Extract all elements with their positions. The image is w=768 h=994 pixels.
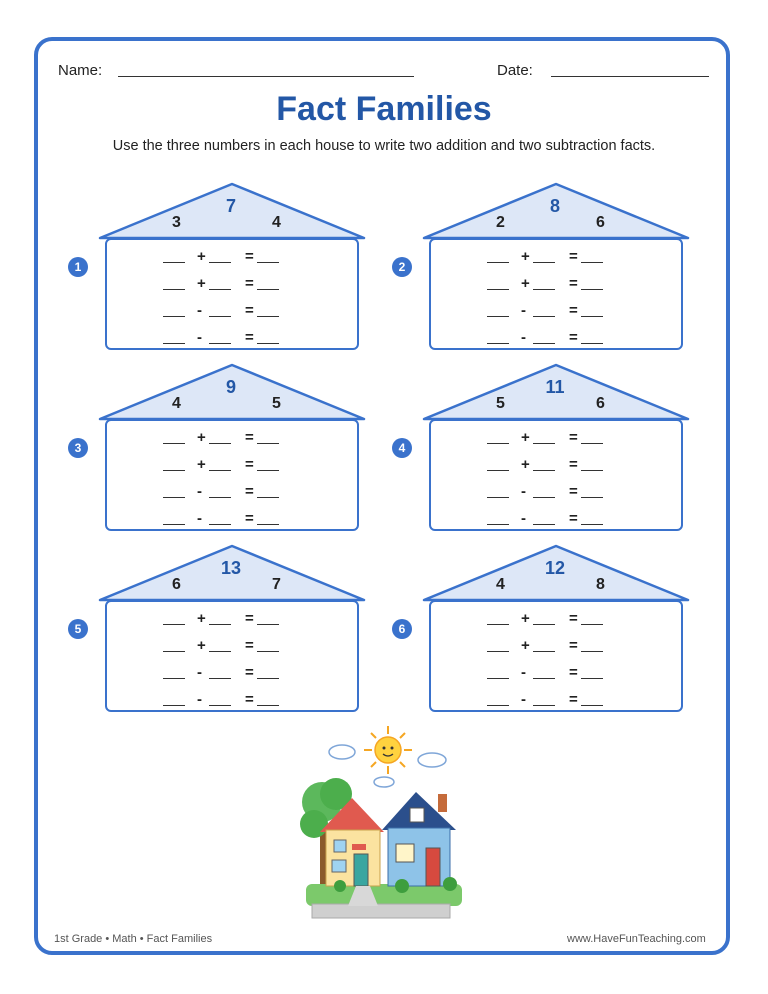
fact-row — [107, 275, 361, 295]
name-field[interactable] — [118, 76, 414, 77]
operator: + — [521, 275, 530, 292]
fact-box — [429, 238, 683, 350]
house-1 — [96, 182, 396, 354]
house-2 — [420, 182, 720, 354]
answer-blank[interactable] — [163, 651, 185, 652]
answer-blank[interactable] — [163, 705, 185, 706]
answer-blank[interactable] — [487, 443, 509, 444]
answer-blank[interactable] — [533, 443, 555, 444]
fact-row — [431, 637, 685, 657]
answer-blank[interactable] — [487, 289, 509, 290]
page-title: Fact Families — [276, 90, 492, 128]
fact-row — [107, 329, 361, 349]
fact-box — [105, 238, 359, 350]
sum-number: 8 — [549, 196, 560, 216]
fact-row — [107, 637, 361, 657]
answer-blank[interactable] — [257, 470, 279, 471]
answer-blank[interactable] — [209, 678, 231, 679]
addend-left: 6 — [172, 576, 181, 593]
footer-website: www.HaveFunTeaching.com — [567, 933, 706, 945]
fact-row — [431, 429, 685, 449]
equals-sign: = — [569, 302, 578, 319]
answer-blank[interactable] — [163, 289, 185, 290]
answer-blank[interactable] — [163, 262, 185, 263]
operator: - — [197, 483, 202, 500]
answer-blank[interactable] — [533, 705, 555, 706]
equals-sign: = — [569, 275, 578, 292]
answer-blank[interactable] — [533, 289, 555, 290]
date-field[interactable] — [551, 76, 709, 77]
problem-number-badge: 6 — [392, 619, 412, 639]
fact-row — [431, 483, 685, 503]
equals-sign: = — [245, 691, 254, 708]
addend-right: 5 — [272, 395, 281, 412]
answer-blank[interactable] — [209, 289, 231, 290]
problem-number-badge: 1 — [68, 257, 88, 277]
fact-row — [107, 510, 361, 530]
answer-blank[interactable] — [487, 262, 509, 263]
fact-row — [107, 248, 361, 268]
fact-row — [107, 456, 361, 476]
answer-blank[interactable] — [487, 678, 509, 679]
equals-sign: = — [569, 248, 578, 265]
equals-sign: = — [245, 275, 254, 292]
fact-box — [105, 600, 359, 712]
answer-blank[interactable] — [163, 443, 185, 444]
fact-box — [105, 419, 359, 531]
answer-blank[interactable] — [533, 497, 555, 498]
equals-sign: = — [245, 429, 254, 446]
fact-row — [107, 483, 361, 503]
answer-blank[interactable] — [209, 470, 231, 471]
addend-left: 2 — [496, 214, 505, 231]
operator: + — [521, 456, 530, 473]
problem-number-badge: 2 — [392, 257, 412, 277]
answer-blank[interactable] — [581, 651, 603, 652]
answer-blank[interactable] — [257, 343, 279, 344]
equals-sign: = — [569, 637, 578, 654]
answer-blank[interactable] — [581, 497, 603, 498]
answer-blank[interactable] — [209, 651, 231, 652]
answer-blank[interactable] — [533, 678, 555, 679]
operator: - — [197, 302, 202, 319]
answer-blank[interactable] — [209, 624, 231, 625]
answer-blank[interactable] — [581, 624, 603, 625]
equals-sign: = — [245, 302, 254, 319]
fact-row — [431, 664, 685, 684]
answer-blank[interactable] — [257, 316, 279, 317]
problem-number-badge: 4 — [392, 438, 412, 458]
equals-sign: = — [245, 483, 254, 500]
answer-blank[interactable] — [581, 524, 603, 525]
answer-blank[interactable] — [209, 316, 231, 317]
fact-row — [107, 302, 361, 322]
addend-right: 6 — [596, 214, 605, 231]
answer-blank[interactable] — [257, 443, 279, 444]
answer-blank[interactable] — [487, 705, 509, 706]
answer-blank[interactable] — [581, 262, 603, 263]
answer-blank[interactable] — [581, 678, 603, 679]
answer-blank[interactable] — [533, 262, 555, 263]
answer-blank[interactable] — [163, 316, 185, 317]
answer-blank[interactable] — [533, 470, 555, 471]
fact-box — [429, 419, 683, 531]
addend-right: 4 — [272, 214, 281, 231]
operator: + — [197, 275, 206, 292]
operator: + — [197, 429, 206, 446]
fact-row — [431, 248, 685, 268]
sum-number: 11 — [545, 377, 565, 397]
problem-number-badge: 5 — [68, 619, 88, 639]
operator: - — [521, 329, 526, 346]
answer-blank[interactable] — [533, 651, 555, 652]
fact-row — [107, 610, 361, 630]
answer-blank[interactable] — [487, 524, 509, 525]
date-label: Date: — [497, 62, 533, 79]
answer-blank[interactable] — [487, 343, 509, 344]
operator: + — [197, 248, 206, 265]
answer-blank[interactable] — [163, 524, 185, 525]
answer-blank[interactable] — [257, 624, 279, 625]
equals-sign: = — [245, 510, 254, 527]
house-illustration — [300, 724, 468, 922]
addend-left: 4 — [172, 395, 181, 412]
answer-blank[interactable] — [487, 651, 509, 652]
operator: - — [521, 302, 526, 319]
answer-blank[interactable] — [581, 443, 603, 444]
equals-sign: = — [245, 456, 254, 473]
fact-row — [431, 610, 685, 630]
answer-blank[interactable] — [533, 343, 555, 344]
fact-row — [431, 302, 685, 322]
operator: - — [521, 483, 526, 500]
footer-subject: 1st Grade • Math • Fact Families — [54, 933, 213, 945]
fact-row — [431, 275, 685, 295]
answer-blank[interactable] — [209, 705, 231, 706]
fact-row — [107, 664, 361, 684]
answer-blank[interactable] — [533, 316, 555, 317]
addend-right: 8 — [596, 576, 605, 593]
answer-blank[interactable] — [163, 497, 185, 498]
equals-sign: = — [245, 329, 254, 346]
answer-blank[interactable] — [257, 262, 279, 263]
answer-blank[interactable] — [257, 497, 279, 498]
house-3 — [96, 363, 396, 535]
answer-blank[interactable] — [163, 624, 185, 625]
answer-blank[interactable] — [581, 705, 603, 706]
addend-left: 4 — [496, 576, 505, 593]
fact-row — [431, 329, 685, 349]
fact-row — [431, 456, 685, 476]
house-4 — [420, 363, 720, 535]
answer-blank[interactable] — [257, 524, 279, 525]
fact-row — [431, 691, 685, 711]
fact-box — [429, 600, 683, 712]
sum-number: 7 — [225, 196, 236, 216]
sum-number: 12 — [544, 558, 566, 578]
answer-blank[interactable] — [533, 624, 555, 625]
instructions: Use the three numbers in each house to write two addition and two subtraction facts. — [112, 138, 656, 154]
operator: + — [197, 456, 206, 473]
answer-blank[interactable] — [257, 705, 279, 706]
operator: - — [521, 691, 526, 708]
addend-left: 3 — [172, 214, 181, 231]
answer-blank[interactable] — [209, 497, 231, 498]
answer-blank[interactable] — [257, 289, 279, 290]
operator: + — [521, 610, 530, 627]
answer-blank[interactable] — [209, 343, 231, 344]
equals-sign: = — [569, 691, 578, 708]
fact-row — [431, 510, 685, 530]
equals-sign: = — [245, 248, 254, 265]
operator: - — [197, 329, 202, 346]
operator: + — [521, 248, 530, 265]
addend-right: 6 — [596, 395, 605, 412]
addend-right: 7 — [272, 576, 281, 593]
answer-blank[interactable] — [581, 316, 603, 317]
operator: + — [197, 610, 206, 627]
answer-blank[interactable] — [209, 262, 231, 263]
sum-number: 13 — [220, 558, 242, 578]
operator: + — [197, 637, 206, 654]
answer-blank[interactable] — [487, 497, 509, 498]
answer-blank[interactable] — [487, 316, 509, 317]
operator: - — [521, 510, 526, 527]
answer-blank[interactable] — [209, 443, 231, 444]
equals-sign: = — [569, 483, 578, 500]
problem-number-badge: 3 — [68, 438, 88, 458]
answer-blank[interactable] — [487, 470, 509, 471]
answer-blank[interactable] — [581, 343, 603, 344]
operator: + — [521, 637, 530, 654]
answer-blank[interactable] — [209, 524, 231, 525]
operator: - — [197, 510, 202, 527]
fact-row — [107, 429, 361, 449]
answer-blank[interactable] — [257, 678, 279, 679]
answer-blank[interactable] — [163, 678, 185, 679]
house-6 — [420, 544, 720, 716]
answer-blank[interactable] — [257, 651, 279, 652]
answer-blank[interactable] — [533, 524, 555, 525]
answer-blank[interactable] — [163, 470, 185, 471]
operator: - — [521, 664, 526, 681]
name-label: Name: — [58, 62, 103, 79]
answer-blank[interactable] — [581, 289, 603, 290]
equals-sign: = — [569, 456, 578, 473]
answer-blank[interactable] — [163, 343, 185, 344]
answer-blank[interactable] — [581, 470, 603, 471]
operator: - — [197, 664, 202, 681]
sum-number: 9 — [225, 377, 236, 397]
equals-sign: = — [245, 610, 254, 627]
equals-sign: = — [245, 637, 254, 654]
equals-sign: = — [245, 664, 254, 681]
operator: + — [521, 429, 530, 446]
answer-blank[interactable] — [487, 624, 509, 625]
house-5 — [96, 544, 396, 716]
addend-left: 5 — [496, 395, 505, 412]
equals-sign: = — [569, 510, 578, 527]
equals-sign: = — [569, 664, 578, 681]
equals-sign: = — [569, 610, 578, 627]
fact-row — [107, 691, 361, 711]
equals-sign: = — [569, 329, 578, 346]
operator: - — [197, 691, 202, 708]
equals-sign: = — [569, 429, 578, 446]
